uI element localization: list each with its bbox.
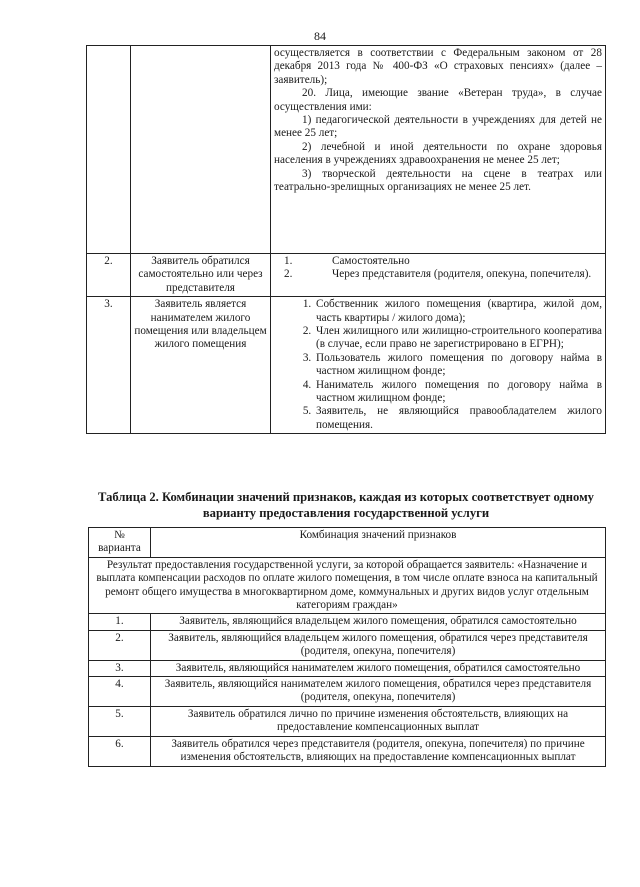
list-item: 2. Член жилищного или жилищно-строительного кооператива (в случае, если право не зарегистрировано в ЕГРН); (314, 325, 602, 352)
result-cell: Результат предоставления государственной услуги, за которой обращается заявитель: «Назначение и выплата компенсации расходов по оплате жилого помещения, в том числе оплате взноса на капитальный ремонт общего имущества в многоквартирном доме, коммунальных и других видов услуг отдельным категориям граждан» (89, 557, 606, 614)
table-row (89, 614, 606, 630)
table-row (89, 677, 606, 707)
variant-text: Заявитель, являющийся владельцем жилого помещения, обратился через представителя (родителя, опекуна, попечителя) (151, 630, 606, 660)
table-row (89, 706, 606, 736)
table-row (89, 736, 606, 766)
variant-text: Заявитель, являющийся владельцем жилого помещения, обратился самостоятельно (151, 614, 606, 630)
option-item (274, 268, 602, 281)
row-number: 2. (87, 254, 131, 297)
option-text: Через представителя (родителя, опекуна, попечителя). (332, 268, 592, 281)
option-item (274, 255, 602, 268)
variant-number: 4. (89, 677, 151, 707)
table-row (89, 630, 606, 660)
cont-line-2: 1) педагогической деятельности в учреждениях для детей не менее 25 лет; (274, 114, 602, 140)
table-row (87, 254, 606, 297)
options-list (274, 298, 602, 432)
table-row (87, 46, 606, 254)
variant-number: 5. (89, 706, 151, 736)
result-row (89, 557, 606, 614)
option-number: 1. (284, 255, 293, 267)
row-label: Заявитель обратился самостоятельно или через представителя (131, 254, 271, 297)
list-item: 4. Наниматель жилого помещения по договору найма в частном жилищном фонде; (314, 379, 602, 406)
list-item: 3. Пользователь жилого помещения по договору найма в частном жилищном фонде; (314, 352, 602, 379)
options-cell (271, 254, 606, 297)
variant-number: 3. (89, 660, 151, 676)
variant-number: 1. (89, 614, 151, 630)
empty-cell (131, 46, 271, 254)
table-row (89, 660, 606, 676)
page-number: 84 (314, 29, 326, 43)
cont-line-0: осуществляется в соответствии с Федеральным законом от 28 декабря 2013 года № 400-ФЗ «О страховых пенсиях» (далее – заявитель); (274, 47, 602, 86)
variant-text: Заявитель обратился через представителя (родителя, опекуна, попечителя) по причине изменения обстоятельств, влияющих на предоставление компенсационных выплат (151, 736, 606, 766)
combinations-table (88, 527, 606, 767)
table-header-row (89, 528, 606, 558)
variant-text: Заявитель обратился лично по причине изменения обстоятельств, влияющих на предоставление компенсационных выплат (151, 706, 606, 736)
empty-cell (87, 46, 131, 254)
cont-cell (271, 46, 606, 254)
list-item: 1. Собственник жилого помещения (квартира, жилой дом, часть квартиры / жилого дома); (314, 298, 602, 325)
variant-text: Заявитель, являющийся нанимателем жилого помещения, обратился через представителя (родителя, опекуна, попечителя) (151, 677, 606, 707)
variant-number: 6. (89, 736, 151, 766)
cont-line-1: 20. Лица, имеющие звание «Ветеран труда», в случае осуществления ими: (274, 87, 602, 113)
cont-line-3: 2) лечебной и иной деятельности по охране здоровья населения в учреждениях здравоохранения не менее 25 лет; (274, 140, 602, 167)
option-number: 2. (284, 268, 293, 281)
table-row (87, 297, 606, 434)
table2-heading: Таблица 2. Комбинации значений признаков, каждая из которых соответствует одному варианту предоставления государственной услуги (98, 490, 594, 520)
options-cell (271, 297, 606, 434)
row-number: 3. (87, 297, 131, 434)
cont-line-4: 3) творческой деятельности на сцене в театрах или театрально-зрелищных организациях не менее 25 лет. (274, 167, 602, 194)
column-header-number: № варианта (89, 528, 151, 558)
column-header-combination: Комбинация значений признаков (151, 528, 606, 558)
row-label: Заявитель является нанимателем жилого помещения или владельцем жилого помещения (131, 297, 271, 434)
variant-text: Заявитель, являющийся нанимателем жилого помещения, обратился самостоятельно (151, 660, 606, 676)
criteria-table-continuation (86, 45, 606, 434)
variant-number: 2. (89, 630, 151, 660)
list-item: 5. Заявитель, не являющийся правообладателем жилого помещения. (314, 405, 602, 432)
option-text: Самостоятельно (332, 255, 410, 267)
